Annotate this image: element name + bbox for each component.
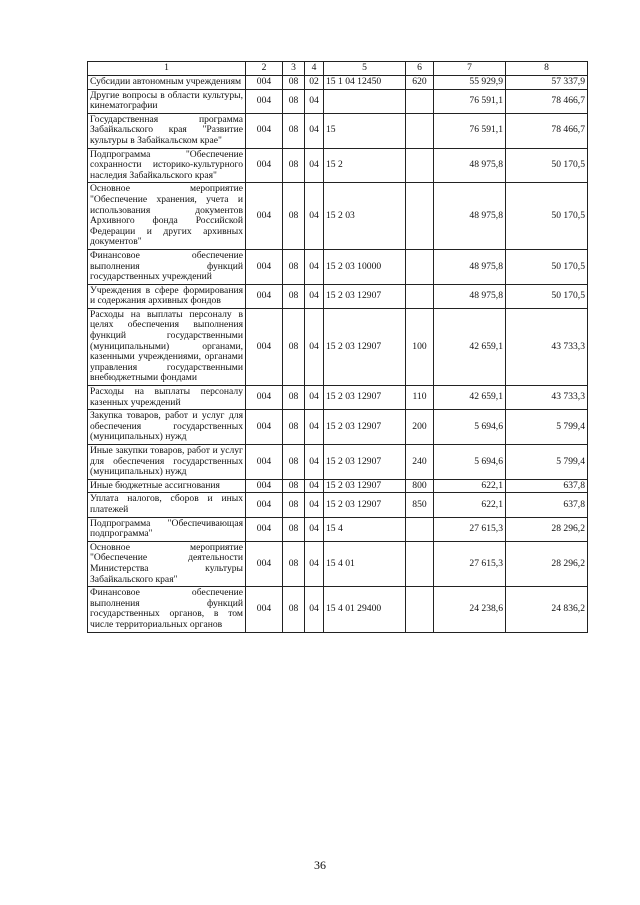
table-row <box>88 148 588 183</box>
amount-year1-cell: 48 975,8 <box>434 183 506 250</box>
expense-type-cell: 800 <box>406 479 434 493</box>
amount-year2-cell: 43 733,3 <box>506 308 588 385</box>
subsection-code-cell: 04 <box>305 517 324 541</box>
section-code-cell: 08 <box>283 183 305 250</box>
table-body <box>88 76 588 633</box>
ministry-code-cell: 004 <box>246 410 283 445</box>
amount-year1-cell: 42 659,1 <box>434 386 506 410</box>
section-code-cell: 08 <box>283 493 305 517</box>
table-row <box>88 308 588 385</box>
amount-year2-cell: 50 170,5 <box>506 284 588 308</box>
table-row <box>88 493 588 517</box>
target-article-cell: 15 2 03 12907 <box>324 493 406 517</box>
item-name-cell: Закупка товаров, работ и услуг для обеспечения государственных (муниципальных) нужд <box>88 410 246 445</box>
column-header-1: 1 <box>88 62 246 76</box>
table-row <box>88 386 588 410</box>
subsection-code-cell: 04 <box>305 493 324 517</box>
table-row <box>88 284 588 308</box>
page-number: 36 <box>314 858 326 872</box>
item-name-cell: Учреждения в сфере формирования и содержания архивных фондов <box>88 284 246 308</box>
section-code-cell: 08 <box>283 89 305 113</box>
target-article-cell: 15 4 <box>324 517 406 541</box>
subsection-code-cell: 04 <box>305 249 324 284</box>
subsection-code-cell: 04 <box>305 541 324 586</box>
column-header-3: 3 <box>283 62 305 76</box>
table-row <box>88 479 588 493</box>
amount-year1-cell: 24 238,6 <box>434 587 506 632</box>
ministry-code-cell: 004 <box>246 113 283 148</box>
amount-year2-cell: 50 170,5 <box>506 148 588 183</box>
item-name-cell: Подпрограмма "Обеспечение сохранности историко-культурного наследия Забайкальского края" <box>88 148 246 183</box>
ministry-code-cell: 004 <box>246 445 283 480</box>
item-name-cell: Другие вопросы в области культуры, кинематографии <box>88 89 246 113</box>
expense-type-cell <box>406 148 434 183</box>
section-code-cell: 08 <box>283 308 305 385</box>
target-article-cell: 15 1 04 12450 <box>324 76 406 90</box>
ministry-code-cell: 004 <box>246 493 283 517</box>
section-code-cell: 08 <box>283 76 305 90</box>
item-name-cell: Государственная программа Забайкальского края "Развитие культуры в Забайкальском крае" <box>88 113 246 148</box>
item-name-cell: Финансовое обеспечение выполнения функций государственных учреждений <box>88 249 246 284</box>
amount-year1-cell: 622,1 <box>434 493 506 517</box>
section-code-cell: 08 <box>283 541 305 586</box>
target-article-cell <box>324 89 406 113</box>
target-article-cell: 15 4 01 <box>324 541 406 586</box>
target-article-cell: 15 2 <box>324 148 406 183</box>
amount-year2-cell: 5 799,4 <box>506 445 588 480</box>
table-row <box>88 183 588 250</box>
ministry-code-cell: 004 <box>246 183 283 250</box>
expense-type-cell: 850 <box>406 493 434 517</box>
expense-type-cell: 200 <box>406 410 434 445</box>
amount-year2-cell: 57 337,9 <box>506 76 588 90</box>
subsection-code-cell: 04 <box>305 410 324 445</box>
amount-year1-cell: 48 975,8 <box>434 148 506 183</box>
section-code-cell: 08 <box>283 517 305 541</box>
amount-year1-cell: 27 615,3 <box>434 517 506 541</box>
column-header-7: 7 <box>434 62 506 76</box>
expense-type-cell <box>406 89 434 113</box>
ministry-code-cell: 004 <box>246 517 283 541</box>
subsection-code-cell: 04 <box>305 479 324 493</box>
budget-table <box>87 61 588 633</box>
amount-year2-cell: 637,8 <box>506 479 588 493</box>
target-article-cell: 15 2 03 10000 <box>324 249 406 284</box>
expense-type-cell <box>406 284 434 308</box>
subsection-code-cell: 04 <box>305 386 324 410</box>
subsection-code-cell: 04 <box>305 308 324 385</box>
target-article-cell: 15 <box>324 113 406 148</box>
ministry-code-cell: 004 <box>246 284 283 308</box>
amount-year2-cell: 24 836,2 <box>506 587 588 632</box>
section-code-cell: 08 <box>283 148 305 183</box>
subsection-code-cell: 04 <box>305 183 324 250</box>
target-article-cell: 15 2 03 12907 <box>324 445 406 480</box>
amount-year1-cell: 27 615,3 <box>434 541 506 586</box>
ministry-code-cell: 004 <box>246 148 283 183</box>
amount-year2-cell: 50 170,5 <box>506 183 588 250</box>
item-name-cell: Основное мероприятие "Обеспечение хранения, учета и использования документов Архивного фонда Российской Федерации и других архивных документов" <box>88 183 246 250</box>
amount-year1-cell: 622,1 <box>434 479 506 493</box>
section-code-cell: 08 <box>283 445 305 480</box>
column-header-2: 2 <box>246 62 283 76</box>
amount-year2-cell: 28 296,2 <box>506 517 588 541</box>
table-row <box>88 517 588 541</box>
ministry-code-cell: 004 <box>246 249 283 284</box>
target-article-cell: 15 4 01 29400 <box>324 587 406 632</box>
ministry-code-cell: 004 <box>246 308 283 385</box>
target-article-cell: 15 2 03 <box>324 183 406 250</box>
expense-type-cell <box>406 541 434 586</box>
ministry-code-cell: 004 <box>246 386 283 410</box>
amount-year1-cell: 42 659,1 <box>434 308 506 385</box>
column-header-5: 5 <box>324 62 406 76</box>
table-row <box>88 249 588 284</box>
expense-type-cell <box>406 113 434 148</box>
amount-year2-cell: 78 466,7 <box>506 89 588 113</box>
subsection-code-cell: 02 <box>305 76 324 90</box>
expense-type-cell <box>406 249 434 284</box>
target-article-cell: 15 2 03 12907 <box>324 410 406 445</box>
amount-year1-cell: 48 975,8 <box>434 284 506 308</box>
section-code-cell: 08 <box>283 249 305 284</box>
section-code-cell: 08 <box>283 284 305 308</box>
amount-year2-cell: 43 733,3 <box>506 386 588 410</box>
table-row <box>88 445 588 480</box>
item-name-cell: Подпрограмма "Обеспечивающая подпрограмма" <box>88 517 246 541</box>
ministry-code-cell: 004 <box>246 541 283 586</box>
expense-type-cell: 100 <box>406 308 434 385</box>
expense-type-cell <box>406 517 434 541</box>
column-header-4: 4 <box>305 62 324 76</box>
section-code-cell: 08 <box>283 113 305 148</box>
column-header-6: 6 <box>406 62 434 76</box>
item-name-cell: Иные бюджетные ассигнования <box>88 479 246 493</box>
target-article-cell: 15 2 03 12907 <box>324 479 406 493</box>
amount-year1-cell: 5 694,6 <box>434 445 506 480</box>
amount-year2-cell: 78 466,7 <box>506 113 588 148</box>
amount-year1-cell: 76 591,1 <box>434 89 506 113</box>
section-code-cell: 08 <box>283 410 305 445</box>
expense-type-cell: 110 <box>406 386 434 410</box>
item-name-cell: Расходы на выплаты персоналу казенных учреждений <box>88 386 246 410</box>
subsection-code-cell: 04 <box>305 445 324 480</box>
section-code-cell: 08 <box>283 587 305 632</box>
expense-type-cell: 620 <box>406 76 434 90</box>
ministry-code-cell: 004 <box>246 89 283 113</box>
target-article-cell: 15 2 03 12907 <box>324 308 406 385</box>
item-name-cell: Субсидии автономным учреждениям <box>88 76 246 90</box>
subsection-code-cell: 04 <box>305 587 324 632</box>
item-name-cell: Иные закупки товаров, работ и услуг для обеспечения государственных (муниципальных) нужд <box>88 445 246 480</box>
subsection-code-cell: 04 <box>305 113 324 148</box>
expense-type-cell <box>406 587 434 632</box>
subsection-code-cell: 04 <box>305 148 324 183</box>
expense-type-cell <box>406 183 434 250</box>
ministry-code-cell: 004 <box>246 479 283 493</box>
amount-year1-cell: 76 591,1 <box>434 113 506 148</box>
amount-year1-cell: 48 975,8 <box>434 249 506 284</box>
expense-type-cell: 240 <box>406 445 434 480</box>
amount-year2-cell: 50 170,5 <box>506 249 588 284</box>
amount-year1-cell: 5 694,6 <box>434 410 506 445</box>
table-row <box>88 541 588 586</box>
ministry-code-cell: 004 <box>246 587 283 632</box>
section-code-cell: 08 <box>283 386 305 410</box>
item-name-cell: Основное мероприятие "Обеспечение деятельности Министерства культуры Забайкальского края" <box>88 541 246 586</box>
amount-year2-cell: 5 799,4 <box>506 410 588 445</box>
table-row <box>88 89 588 113</box>
table-row <box>88 113 588 148</box>
table-row <box>88 410 588 445</box>
table-row <box>88 76 588 90</box>
section-code-cell: 08 <box>283 479 305 493</box>
item-name-cell: Расходы на выплаты персоналу в целях обеспечения выполнения функций государственными (муниципальными) органами, казенными учреждениями, органами управления государственными внебюджетными фондами <box>88 308 246 385</box>
subsection-code-cell: 04 <box>305 284 324 308</box>
item-name-cell: Финансовое обеспечение выполнения функций государственных органов, в том числе территориальных органов <box>88 587 246 632</box>
amount-year2-cell: 28 296,2 <box>506 541 588 586</box>
amount-year1-cell: 55 929,9 <box>434 76 506 90</box>
item-name-cell: Уплата налогов, сборов и иных платежей <box>88 493 246 517</box>
amount-year2-cell: 637,8 <box>506 493 588 517</box>
target-article-cell: 15 2 03 12907 <box>324 386 406 410</box>
ministry-code-cell: 004 <box>246 76 283 90</box>
column-header-8: 8 <box>506 62 588 76</box>
subsection-code-cell: 04 <box>305 89 324 113</box>
header-row <box>88 62 588 76</box>
table-row <box>88 587 588 632</box>
target-article-cell: 15 2 03 12907 <box>324 284 406 308</box>
